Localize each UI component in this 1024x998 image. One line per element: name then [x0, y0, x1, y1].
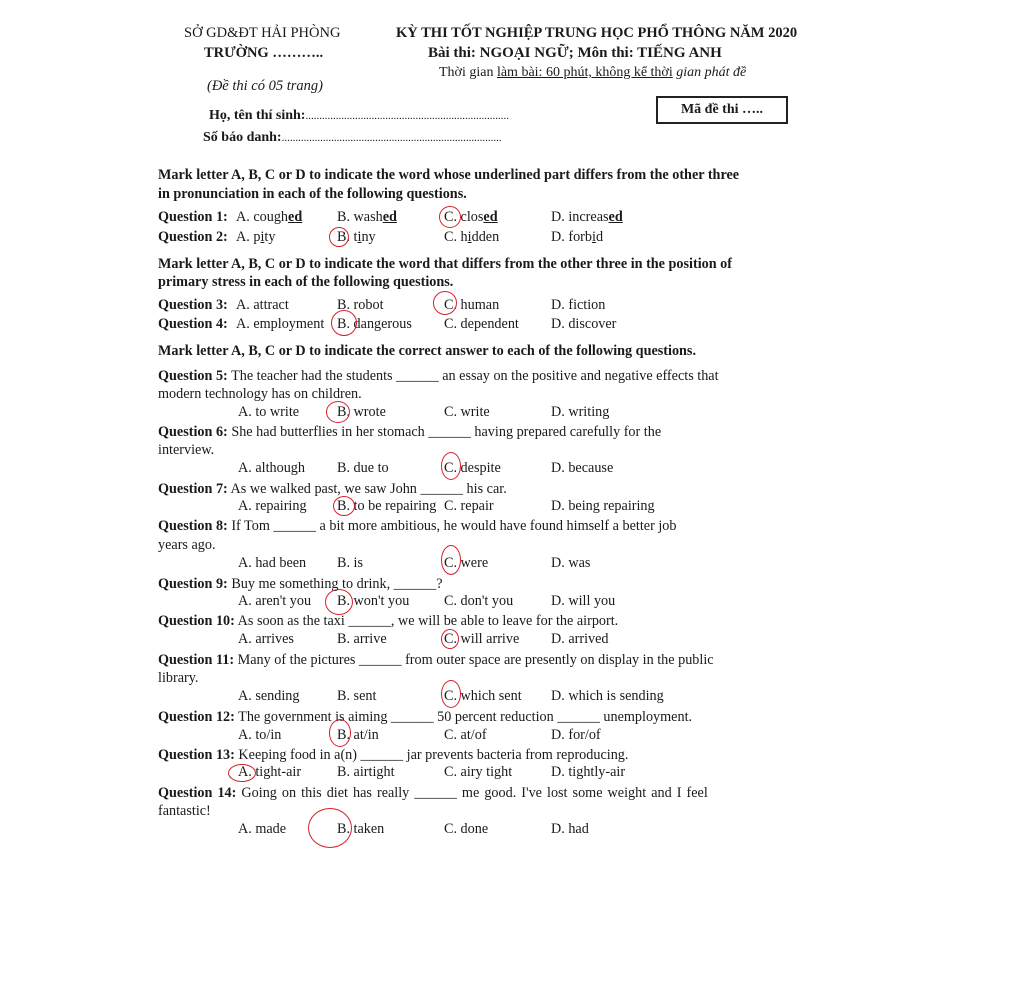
q9-option-d[interactable]: D. will you: [551, 593, 616, 609]
q10-option-c[interactable]: C. will arrive: [444, 631, 520, 647]
q6-option-b[interactable]: B. due to: [337, 460, 389, 476]
section1-instruction-line1: Mark letter A, B, C or D to indicate the word whose underlined part differs from the other three: [158, 167, 740, 183]
q9-option-a[interactable]: A. aren't you: [238, 593, 312, 609]
question-label: Question 4:: [158, 316, 228, 332]
q4-option-a[interactable]: A. employment: [236, 316, 325, 332]
q11-option-a[interactable]: A. sending: [238, 688, 300, 704]
question-4: [158, 316, 228, 333]
question-6-text-cont: interview.: [158, 442, 215, 458]
q8-option-a[interactable]: A. had been: [238, 555, 307, 571]
question-9: Question 9: Buy me something to drink, ______?: [158, 576, 443, 592]
q3-option-a[interactable]: A. attract: [236, 297, 289, 313]
question-3: [158, 297, 228, 314]
department-name: SỞ GD&ĐT HẢI PHÒNG: [184, 25, 341, 41]
section2-instruction-line2: primary stress in each of the following questions.: [158, 274, 454, 290]
candidate-name-label: Họ, tên thí sinh:: [209, 108, 306, 123]
question-14: Question 14: Going on this diet has really ______ me good. I've lost some weight and I feel: [158, 785, 708, 801]
q7-option-b[interactable]: B. to be repairing: [337, 498, 437, 514]
q1-option-d[interactable]: D. increased: [551, 209, 623, 225]
q3-option-b[interactable]: B. robot: [337, 297, 384, 313]
q8-option-c[interactable]: C. were: [444, 555, 489, 571]
exam-code-box: Mã đề thi …..: [656, 96, 788, 124]
q10-option-a[interactable]: A. arrives: [238, 631, 294, 647]
subject-line: Bài thi: NGOẠI NGỮ; Môn thi: TIẾNG ANH: [428, 45, 722, 61]
question-8: Question 8: If Tom ______ a bit more ambitious, he would have found himself a better job: [158, 518, 677, 534]
q11-option-c[interactable]: C. which sent: [444, 688, 522, 704]
q13-option-c[interactable]: C. airy tight: [444, 764, 513, 780]
question-6: Question 6: She had butterflies in her stomach ______ having prepared carefully for the: [158, 424, 662, 440]
q14-option-c[interactable]: C. done: [444, 821, 489, 837]
q10-option-b[interactable]: B. arrive: [337, 631, 387, 647]
q13-option-d[interactable]: D. tightly-air: [551, 764, 626, 780]
q7-option-c[interactable]: C. repair: [444, 498, 494, 514]
question-11: Question 11: Many of the pictures ______ from outer space are presently on display in the public: [158, 652, 714, 668]
q5-option-d[interactable]: D. writing: [551, 404, 610, 420]
question-5-text-cont: modern technology has on children.: [158, 386, 362, 402]
q6-option-d[interactable]: D. because: [551, 460, 614, 476]
q9-option-b[interactable]: B. won't you: [337, 593, 410, 609]
candidate-name-field[interactable]: ..........................................................................: [305, 110, 509, 122]
candidate-number-label: Số báo danh:: [203, 130, 282, 145]
q12-option-c[interactable]: C. at/of: [444, 727, 487, 743]
q13-option-b[interactable]: B. airtight: [337, 764, 395, 780]
q9-option-c[interactable]: C. don't you: [444, 593, 514, 609]
section1-instruction-line2: in pronunciation in each of the following questions.: [158, 186, 467, 202]
q4-option-b[interactable]: B. dangerous: [337, 316, 412, 332]
q8-option-d[interactable]: D. was: [551, 555, 591, 571]
school-name: TRƯỜNG ………..: [204, 45, 324, 61]
q11-option-b[interactable]: B. sent: [337, 688, 377, 704]
q8-option-b[interactable]: B. is: [337, 555, 364, 571]
time-prefix: Thời gian: [439, 65, 497, 80]
question-label: Question 3:: [158, 297, 228, 313]
time-underlined: làm bài: 60 phút, không kể thời: [496, 65, 673, 80]
question-12: Question 12: The government is aiming ______ 50 percent reduction ______ unemployment.: [158, 709, 693, 725]
q7-option-a[interactable]: A. repairing: [238, 498, 307, 514]
q2-option-b[interactable]: B. tiny: [337, 229, 376, 245]
q4-option-d[interactable]: D. discover: [551, 316, 617, 332]
question-11-text-cont: library.: [158, 670, 199, 686]
q2-option-d[interactable]: D. forbid: [551, 229, 604, 245]
q13-option-a[interactable]: A. tight-air: [238, 764, 302, 780]
question-14-text-cont: fantastic!: [158, 803, 211, 819]
q12-option-a[interactable]: A. to/in: [238, 727, 282, 743]
q1-option-c[interactable]: C. closed: [444, 209, 498, 225]
pages-note: (Đề thi có 05 trang): [207, 78, 323, 94]
q10-option-d[interactable]: D. arrived: [551, 631, 609, 647]
q2-option-c[interactable]: C. hidden: [444, 229, 500, 245]
q5-option-b[interactable]: B. wrote: [337, 404, 386, 420]
q14-option-b[interactable]: B. taken: [337, 821, 385, 837]
exam-title: KỲ THI TỐT NGHIỆP TRUNG HỌC PHỔ THÔNG NĂM 2020: [396, 25, 798, 41]
question-8-text-cont: years ago.: [158, 537, 216, 553]
q3-option-c[interactable]: C. human: [444, 297, 500, 313]
q1-option-a[interactable]: A. coughed: [236, 209, 303, 225]
time-italic: gian phát đề: [672, 65, 747, 80]
q12-option-d[interactable]: D. for/of: [551, 727, 601, 743]
q14-option-d[interactable]: D. had: [551, 821, 589, 837]
question-2: [158, 229, 228, 246]
q2-option-a[interactable]: A. pity: [236, 229, 276, 245]
q1-option-b[interactable]: B. washed: [337, 209, 397, 225]
q7-option-d[interactable]: D. being repairing: [551, 498, 655, 514]
question-7: Question 7: As we walked past, we saw John ______ his car.: [158, 481, 507, 497]
candidate-number-field[interactable]: ................................................................................: [281, 132, 502, 144]
q6-option-c[interactable]: C. despite: [444, 460, 501, 476]
q5-option-c[interactable]: C. write: [444, 404, 490, 420]
q3-option-d[interactable]: D. fiction: [551, 297, 606, 313]
question-1: [158, 209, 228, 226]
time-line: [439, 65, 746, 81]
q5-option-a[interactable]: A. to write: [238, 404, 300, 420]
question-10: Question 10: As soon as the taxi ______, we will be able to leave for the airport.: [158, 613, 619, 629]
candidate-name-line: [209, 108, 509, 124]
q12-option-b[interactable]: B. at/in: [337, 727, 379, 743]
question-label: Question 2:: [158, 229, 228, 245]
candidate-number-line: [203, 130, 502, 146]
section2-instruction-line1: Mark letter A, B, C or D to indicate the word that differs from the other three in the position of: [158, 256, 732, 272]
section3-instruction: Mark letter A, B, C or D to indicate the correct answer to each of the following questions.: [158, 343, 696, 359]
q11-option-d[interactable]: D. which is sending: [551, 688, 664, 704]
question-label: Question 1:: [158, 209, 228, 225]
question-13: Question 13: Keeping food in a(n) ______ jar prevents bacteria from reproducing.: [158, 747, 629, 763]
q4-option-c[interactable]: C. dependent: [444, 316, 519, 332]
q14-option-a[interactable]: A. made: [238, 821, 287, 837]
question-5: Question 5: The teacher had the students ______ an essay on the positive and negative effects that: [158, 368, 719, 384]
q6-option-a[interactable]: A. although: [238, 460, 305, 476]
